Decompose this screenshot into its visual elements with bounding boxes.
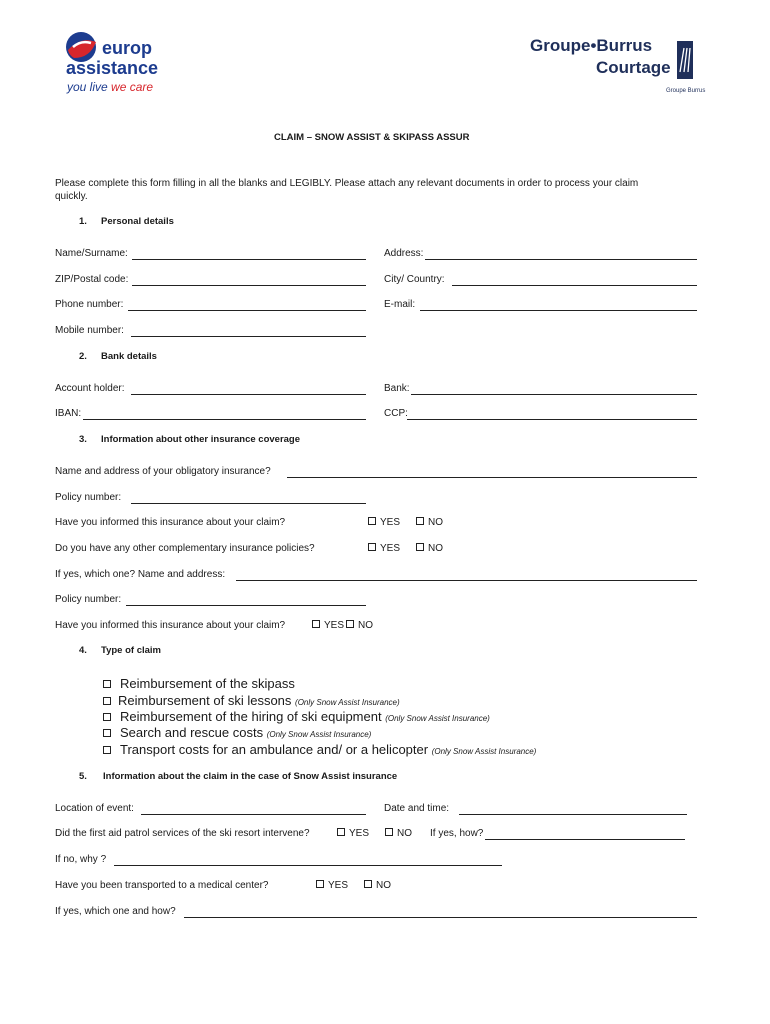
informed2-no[interactable]	[346, 620, 373, 631]
mobile-field[interactable]	[131, 336, 366, 337]
email-field[interactable]	[420, 310, 697, 311]
other-no[interactable]	[416, 543, 443, 554]
ea-line2: assistance	[66, 58, 159, 78]
s1-number: 1.	[79, 216, 87, 227]
yes-label: YES	[380, 543, 401, 554]
how-label: If yes, how?	[430, 828, 484, 839]
transported-yes[interactable]	[316, 880, 348, 891]
informed-yes[interactable]	[368, 517, 400, 528]
checkbox-icon[interactable]	[103, 746, 111, 754]
iban-field[interactable]	[83, 419, 366, 420]
patrol-question: Did the first aid patrol services of the ski resort intervene?	[55, 828, 310, 839]
informed2-question: Have you informed this insurance about your claim?	[55, 620, 286, 631]
checkbox-icon[interactable]	[337, 828, 345, 836]
how-field[interactable]	[485, 839, 685, 840]
city-label: City/ Country:	[384, 274, 445, 285]
checkbox-icon[interactable]	[346, 620, 354, 628]
location-label: Location of event:	[55, 803, 134, 814]
claim-type-ski-equipment[interactable]	[103, 709, 490, 724]
why-label: If no, why ?	[55, 854, 107, 865]
name-field[interactable]	[132, 259, 366, 260]
claim-type-note: (Only Snow Assist Insurance)	[385, 714, 490, 723]
checkbox-icon[interactable]	[368, 543, 376, 551]
informed2-yes[interactable]	[312, 620, 344, 631]
zip-field[interactable]	[132, 285, 366, 286]
which-one-label: If yes, which one? Name and address:	[55, 569, 226, 580]
claim-type-label: Transport costs for an ambulance and/ or a helicopter	[120, 742, 429, 757]
obligatory-insurance-label: Name and address of your obligatory insurance?	[55, 466, 271, 477]
claim-type-transport[interactable]	[103, 742, 536, 757]
claim-type-note: (Only Snow Assist Insurance)	[295, 698, 400, 707]
informed-question: Have you informed this insurance about your claim?	[55, 517, 286, 528]
checkbox-icon[interactable]	[103, 680, 111, 688]
gb-line1b: Burrus	[596, 36, 653, 55]
ccp-field[interactable]	[407, 419, 697, 420]
date-label: Date and time:	[384, 803, 450, 814]
account-holder-label: Account holder:	[55, 383, 125, 394]
checkbox-icon[interactable]	[416, 517, 424, 525]
yes-label: YES	[349, 828, 370, 839]
date-field[interactable]	[459, 814, 687, 815]
intro-line-2: quickly.	[55, 191, 88, 202]
other-policies-question: Do you have any other complementary insurance policies?	[55, 543, 315, 554]
transported-question: Have you been transported to a medical center?	[55, 880, 269, 891]
which-how-field[interactable]	[184, 917, 697, 918]
ea-line1: europ	[102, 38, 153, 58]
why-field[interactable]	[114, 865, 502, 866]
checkbox-icon[interactable]	[103, 729, 111, 737]
location-field[interactable]	[141, 814, 366, 815]
policy-number-field[interactable]	[131, 503, 366, 504]
no-label: NO	[428, 517, 443, 528]
claim-type-search-rescue[interactable]	[103, 725, 371, 740]
zip-label: ZIP/Postal code:	[55, 274, 129, 285]
policy-number2-label: Policy number:	[55, 594, 122, 605]
claim-type-label: Reimbursement of the skipass	[120, 676, 295, 691]
transported-no[interactable]	[364, 880, 391, 891]
claim-type-skipass[interactable]	[103, 676, 295, 691]
patrol-yes[interactable]	[337, 828, 369, 839]
gb-line3: Groupe Burrus	[666, 88, 706, 94]
gb-line2: Courtage	[596, 58, 671, 77]
s5-number: 5.	[79, 771, 87, 782]
s3-number: 3.	[79, 434, 87, 445]
claim-type-ski-lessons[interactable]	[103, 693, 400, 708]
yes-label: YES	[324, 620, 345, 631]
patrol-no[interactable]	[385, 828, 412, 839]
obligatory-insurance-field[interactable]	[287, 477, 697, 478]
gb-line1	[530, 36, 652, 56]
yes-label: YES	[380, 517, 401, 528]
s2-number: 2.	[79, 351, 87, 362]
iban-label: IBAN:	[55, 408, 82, 419]
gb-line1a: Groupe	[530, 36, 591, 55]
checkbox-icon[interactable]	[416, 543, 424, 551]
informed-no[interactable]	[416, 517, 443, 528]
address-field[interactable]	[425, 259, 697, 260]
ea-tag-b: we care	[111, 80, 154, 94]
bank-label: Bank:	[384, 383, 410, 394]
no-label: NO	[376, 880, 391, 891]
which-how-label: If yes, which one and how?	[55, 906, 176, 917]
claim-type-label: Reimbursement of ski lessons	[118, 693, 292, 708]
claim-type-note: (Only Snow Assist Insurance)	[431, 747, 537, 756]
ea-tagline	[67, 80, 153, 94]
email-label: E-mail:	[384, 299, 416, 310]
name-label: Name/Surname:	[55, 248, 128, 259]
mobile-label: Mobile number:	[55, 325, 124, 336]
s4-number: 4.	[79, 645, 87, 656]
yes-label: YES	[328, 880, 349, 891]
claim-type-note: (Only Snow Assist Insurance)	[266, 730, 372, 739]
checkbox-icon[interactable]	[368, 517, 376, 525]
intro-line-1: Please complete this form filling in all the blanks and LEGIBLY. Please attach any relevant documents in order to process your claim	[55, 178, 639, 189]
other-yes[interactable]	[368, 543, 400, 554]
harp-icon	[676, 40, 694, 80]
europ-assistance-logo	[62, 28, 172, 100]
no-label: NO	[358, 620, 373, 631]
address-label: Address:	[384, 248, 424, 259]
checkbox-icon[interactable]	[312, 620, 320, 628]
policy-number-label: Policy number:	[55, 492, 122, 503]
s2-title: Bank details	[101, 351, 157, 362]
gb-dot: •	[590, 36, 597, 55]
checkbox-icon[interactable]	[385, 828, 393, 836]
which-one-field[interactable]	[236, 580, 697, 581]
phone-label: Phone number:	[55, 299, 124, 310]
checkbox-icon[interactable]	[364, 880, 372, 888]
checkbox-icon[interactable]	[103, 697, 111, 705]
policy-number2-field[interactable]	[126, 605, 366, 606]
form-title: CLAIM – SNOW ASSIST & SKIPASS ASSUR	[274, 132, 470, 143]
city-field[interactable]	[452, 285, 697, 286]
s4-title: Type of claim	[101, 645, 162, 656]
ccp-label: CCP:	[384, 408, 408, 419]
ea-tag-a: you live	[67, 80, 108, 94]
bank-field[interactable]	[411, 394, 697, 395]
s1-title: Personal details	[101, 216, 174, 227]
checkbox-icon[interactable]	[103, 713, 111, 721]
s5-title: Information about the claim in the case of Snow Assist insurance	[103, 771, 398, 782]
claim-type-label: Search and rescue costs	[120, 725, 264, 740]
checkbox-icon[interactable]	[316, 880, 324, 888]
phone-field[interactable]	[128, 310, 366, 311]
account-holder-field[interactable]	[131, 394, 366, 395]
s3-title: Information about other insurance coverage	[101, 434, 301, 445]
no-label: NO	[397, 828, 412, 839]
no-label: NO	[428, 543, 443, 554]
groupe-burrus-logo	[530, 36, 706, 98]
claim-type-label: Reimbursement of the hiring of ski equipment	[120, 709, 382, 724]
